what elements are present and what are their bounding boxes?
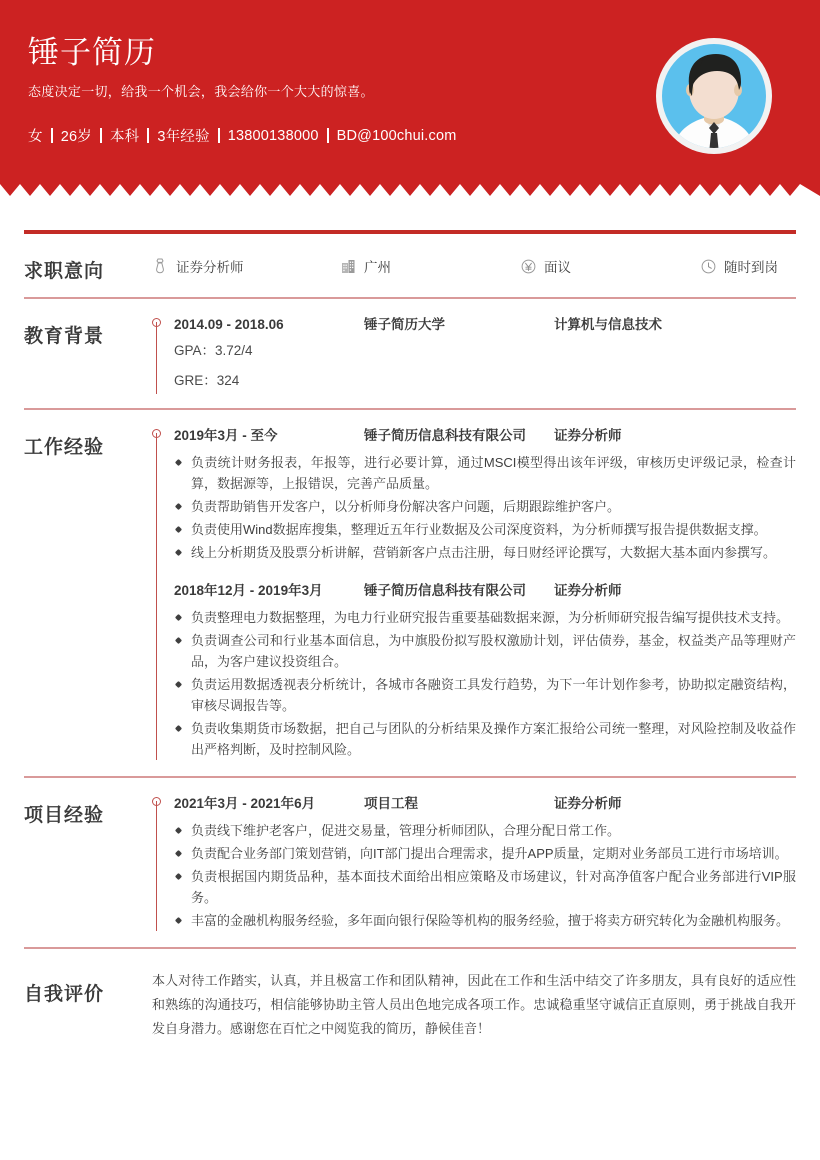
work-bullet-list	[174, 452, 796, 563]
intention-salary-label: 面议	[544, 260, 571, 275]
list-item: 负责收集期货市场数据，把自己与团队的分析结果及操作方案汇报给公司统一整理，对风险控制及收益作出严格判断，及时控制风险。	[174, 718, 796, 760]
education-entry-head	[174, 315, 796, 334]
education-date: 2014.09 - 2018.06	[174, 317, 284, 332]
section-education	[24, 299, 796, 408]
section-job-intention	[24, 234, 796, 297]
list-item: 线上分析期货及股票分析讲解，营销新客户点击注册，每日财经评论撰写，大数据大基本面内参撰写。	[174, 542, 796, 563]
section-self-evaluation	[24, 949, 796, 1055]
list-item: 负责帮助销售开发客户，以分析师身份解决客户问题，后期跟踪维护客户。	[174, 496, 796, 517]
work-entry-head	[174, 426, 796, 445]
timeline-line	[156, 801, 157, 931]
intention-availability	[700, 256, 778, 276]
list-item: 负责线下维护老客户，促进交易量，管理分析师团队，合理分配日常工作。	[174, 820, 796, 841]
section-title-self-evaluation: 自我评价	[24, 984, 105, 1005]
intention-position	[152, 256, 340, 276]
section-title-education: 教育背景	[24, 326, 105, 347]
project-date: 2021年3月 - 2021年6月	[174, 796, 316, 811]
education-entry	[174, 315, 796, 394]
section-work-experience	[24, 410, 796, 776]
list-item: 负责运用数据透视表分析统计，各城市各融资工具发行趋势，为下一年计划作参考，协助拟定融资结构，审核尽调报告等。	[174, 674, 796, 716]
section-project-experience	[24, 778, 796, 947]
work-experience-body	[152, 426, 796, 762]
education-timeline	[152, 315, 796, 394]
work-entry-head	[174, 581, 796, 600]
work-company: 锤子简历信息科技有限公司	[364, 428, 526, 443]
job-intention-row	[152, 250, 796, 276]
section-title-job-intention: 求职意向	[24, 261, 105, 282]
work-entry	[174, 581, 796, 760]
intention-city-label: 广州	[364, 260, 391, 275]
work-date: 2019年3月 - 至今	[174, 428, 278, 443]
section-title-work-experience: 工作经验	[24, 437, 105, 458]
project-role: 证券分析师	[554, 796, 622, 811]
zigzag-edge-decoration	[0, 180, 820, 196]
self-evaluation-body	[152, 965, 796, 1041]
meta-experience: 3年经验	[157, 129, 210, 145]
project-bullet-list	[174, 820, 796, 931]
work-bullet-list	[174, 607, 796, 760]
work-timeline	[152, 426, 796, 760]
intention-availability-label: 随时到岗	[724, 260, 778, 275]
work-role: 证券分析师	[554, 428, 622, 443]
education-gpa: GPA：3.72/4	[174, 343, 253, 358]
list-item: 负责统计财务报表，年报等，进行必要计算，通过MSCI模型得出该年评级，审核历史评级记录，检查计算，数据源等，上报错误，完善产品质量。	[174, 452, 796, 494]
building-icon	[340, 258, 356, 274]
list-item: 丰富的金融机构服务经验，多年面向银行保险等机构的服务经验，擅于将卖方研究转化为金融机构服务。	[174, 910, 796, 931]
job-intention-body	[152, 250, 796, 276]
meta-divider	[327, 128, 329, 143]
education-school: 锤子简历大学	[364, 317, 445, 332]
work-company: 锤子简历信息科技有限公司	[364, 583, 526, 598]
page-title: 锤子简历	[28, 35, 156, 70]
meta-divider	[100, 128, 102, 143]
meta-degree: 本科	[109, 129, 140, 145]
self-evaluation-text: 本人对待工作踏实，认真，并且极富工作和团队精神，因此在工作和生活中结交了许多朋友，具有良好的适应性和熟练的沟通技巧，相信能够协助主管人员出色地完成各项工作。忠诚稳重坚守诚信正直原则，勇于挑战自我开发自身潜力。感谢您在百忙之中阅览我的简历，静候佳音！	[152, 973, 796, 1036]
meta-divider	[147, 128, 149, 143]
header-slogan: 态度决定一切，给我一个机会，我会给你一个大大的惊喜。	[28, 84, 374, 99]
meta-divider	[51, 128, 53, 143]
meta-gender: 女	[28, 129, 43, 145]
meta-age: 26岁	[60, 129, 92, 145]
list-item: 负责根据国内期货品种，基本面技术面给出相应策略及市场建议，针对高净值客户配合业务部进行VIP服务。	[174, 866, 796, 908]
resume-body	[0, 230, 820, 1055]
meta-phone: 13800138000	[227, 127, 319, 144]
education-major: 计算机与信息技术	[554, 317, 662, 332]
education-gre: GRE：324	[174, 373, 240, 388]
project-entry	[174, 794, 796, 931]
meta-email: BD@100chui.com	[336, 127, 457, 144]
timeline-line	[156, 322, 157, 394]
project-experience-body	[152, 794, 796, 933]
resume-header	[0, 0, 820, 196]
work-date: 2018年12月 - 2019年3月	[174, 583, 323, 598]
project-timeline	[152, 794, 796, 931]
clock-icon	[700, 258, 716, 274]
work-entry	[174, 426, 796, 563]
section-title-project-experience: 项目经验	[24, 805, 105, 826]
list-item: 负责整理电力数据整理，为电力行业研究报告重要基础数据来源，为分析师研究报告编写提供技术支持。	[174, 607, 796, 628]
timeline-line	[156, 433, 157, 760]
list-item: 负责配合业务部门策划营销，向IT部门提出合理需求，提升APP质量，定期对业务部员工进行市场培训。	[174, 843, 796, 864]
project-name: 项目工程	[364, 796, 418, 811]
intention-city	[340, 256, 520, 276]
list-item: 负责使用Wind数据库搜集，整理近五年行业数据及公司深度资料，为分析师撰写报告提供数据支撑。	[174, 519, 796, 540]
person-avatar-icon	[656, 38, 772, 154]
intention-salary	[520, 256, 700, 276]
yen-circle-icon	[520, 258, 536, 274]
necktie-icon	[152, 258, 168, 274]
work-role: 证券分析师	[554, 583, 622, 598]
education-body	[152, 315, 796, 394]
intention-position-label: 证券分析师	[176, 260, 244, 275]
meta-divider	[218, 128, 220, 143]
project-entry-head	[174, 794, 796, 813]
list-item: 负责调查公司和行业基本面信息，为中旗股份拟写股权激励计划，评估债券，基金，权益类产品等理财产品，为客户建议投资组合。	[174, 630, 796, 672]
